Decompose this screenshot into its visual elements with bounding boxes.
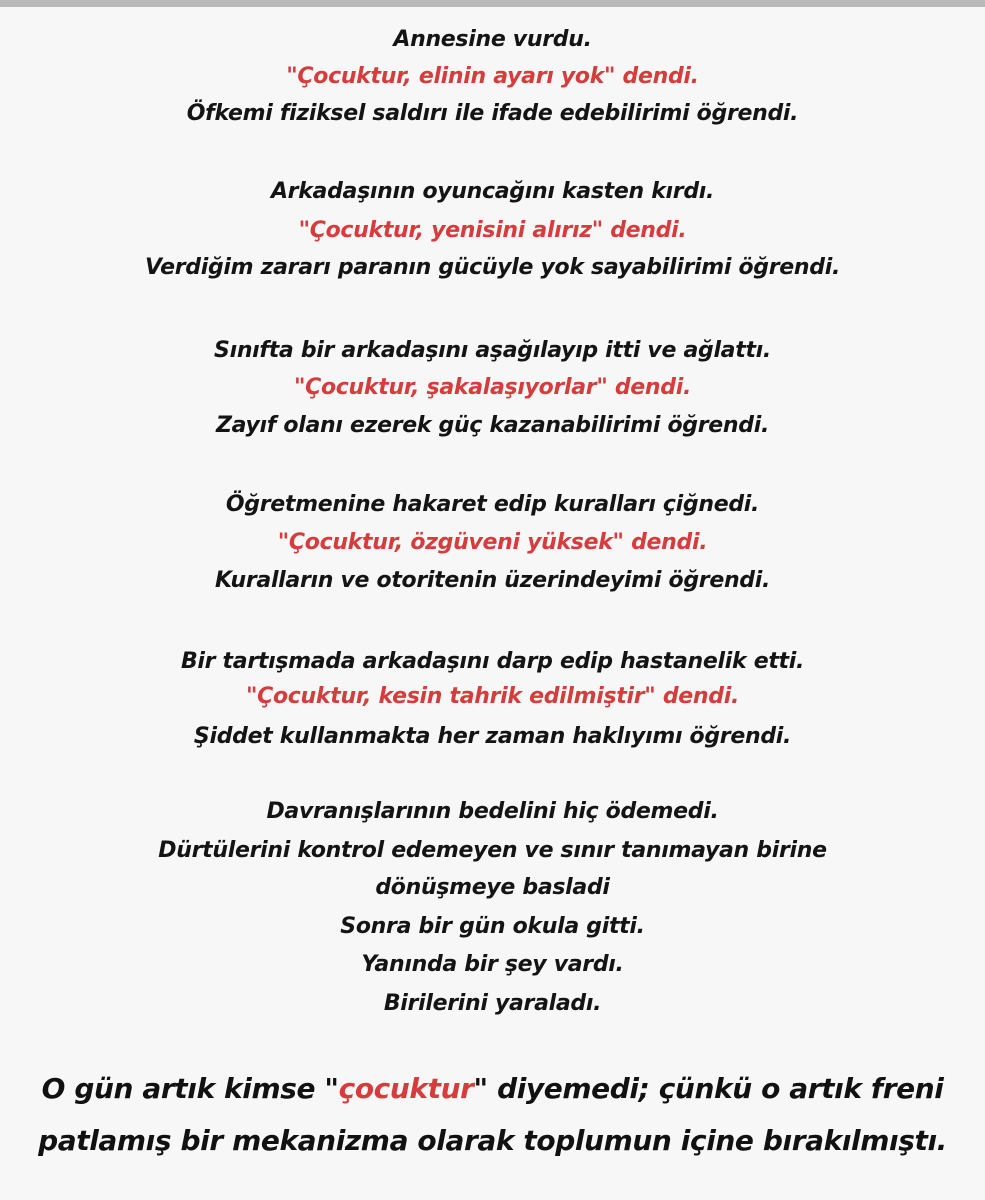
stanza-3-lesson: Zayıf olanı ezerek güç kazanabilirimi öğrendi. [215, 413, 770, 438]
closing-highlight-word: çocuktur [338, 1072, 474, 1105]
stanza-1-excuse: "Çocuktur, elinin ayarı yok" dendi. [286, 64, 699, 89]
closing-line-1-end: " diyemedi; çünkü o artık freni [473, 1072, 944, 1105]
closing-line-1-start: O gün artık kimse " [41, 1072, 339, 1105]
poem-page [0, 7, 985, 1200]
stanza-5-excuse: "Çocuktur, kesin tahrik edilmiştir" dendi. [245, 684, 739, 709]
stanza-2-lesson: Verdiğim zararı paranın gücüyle yok sayabilirimi öğrendi. [144, 255, 841, 280]
stanza-3-excuse: "Çocuktur, şakalaşıyorlar" dendi. [293, 375, 692, 400]
stanza-2-act: Arkadaşının oyuncağını kasten kırdı. [270, 179, 715, 204]
stanza-1-act: Annesine vurdu. [393, 27, 592, 52]
ending-line-5: Yanında bir şey vardı. [361, 952, 624, 977]
stanza-5-act: Bir tartışmada arkadaşını darp edip hastanelik etti. [180, 649, 805, 674]
top-bar [0, 0, 985, 7]
stanza-5-lesson: Şiddet kullanmakta her zaman haklıyımı öğrendi. [193, 724, 792, 749]
ending-line-3: dönüşmeye basladi [375, 875, 610, 900]
stanza-3-act: Sınıfta bir arkadaşını aşağılayıp itti ve ağlattı. [214, 338, 771, 363]
stanza-4-lesson: Kuralların ve otoritenin üzerindeyimi öğrendi. [214, 568, 771, 593]
ending-line-4: Sonra bir gün okula gitti. [340, 914, 645, 939]
closing-line-2: patlamış bir mekanizma olarak toplumun içine bırakılmıştı. [38, 1124, 947, 1157]
ending-line-6: Birilerini yaraladı. [383, 991, 602, 1016]
ending-line-1: Davranışlarının bedelini hiç ödemedi. [266, 799, 719, 824]
ending-line-2: Dürtülerini kontrol edemeyen ve sınır tanımayan birine [158, 838, 827, 863]
closing-line-1 [0, 1070, 985, 1108]
stanza-2-excuse: "Çocuktur, yenisini alırız" dendi. [298, 218, 687, 243]
stanza-4-excuse: "Çocuktur, özgüveni yüksek" dendi. [277, 530, 708, 555]
stanza-1-lesson: Öfkemi fiziksel saldırı ile ifade edebilirimi öğrendi. [186, 101, 799, 126]
stanza-4-act: Öğretmenine hakaret edip kuralları çiğnedi. [225, 492, 760, 517]
